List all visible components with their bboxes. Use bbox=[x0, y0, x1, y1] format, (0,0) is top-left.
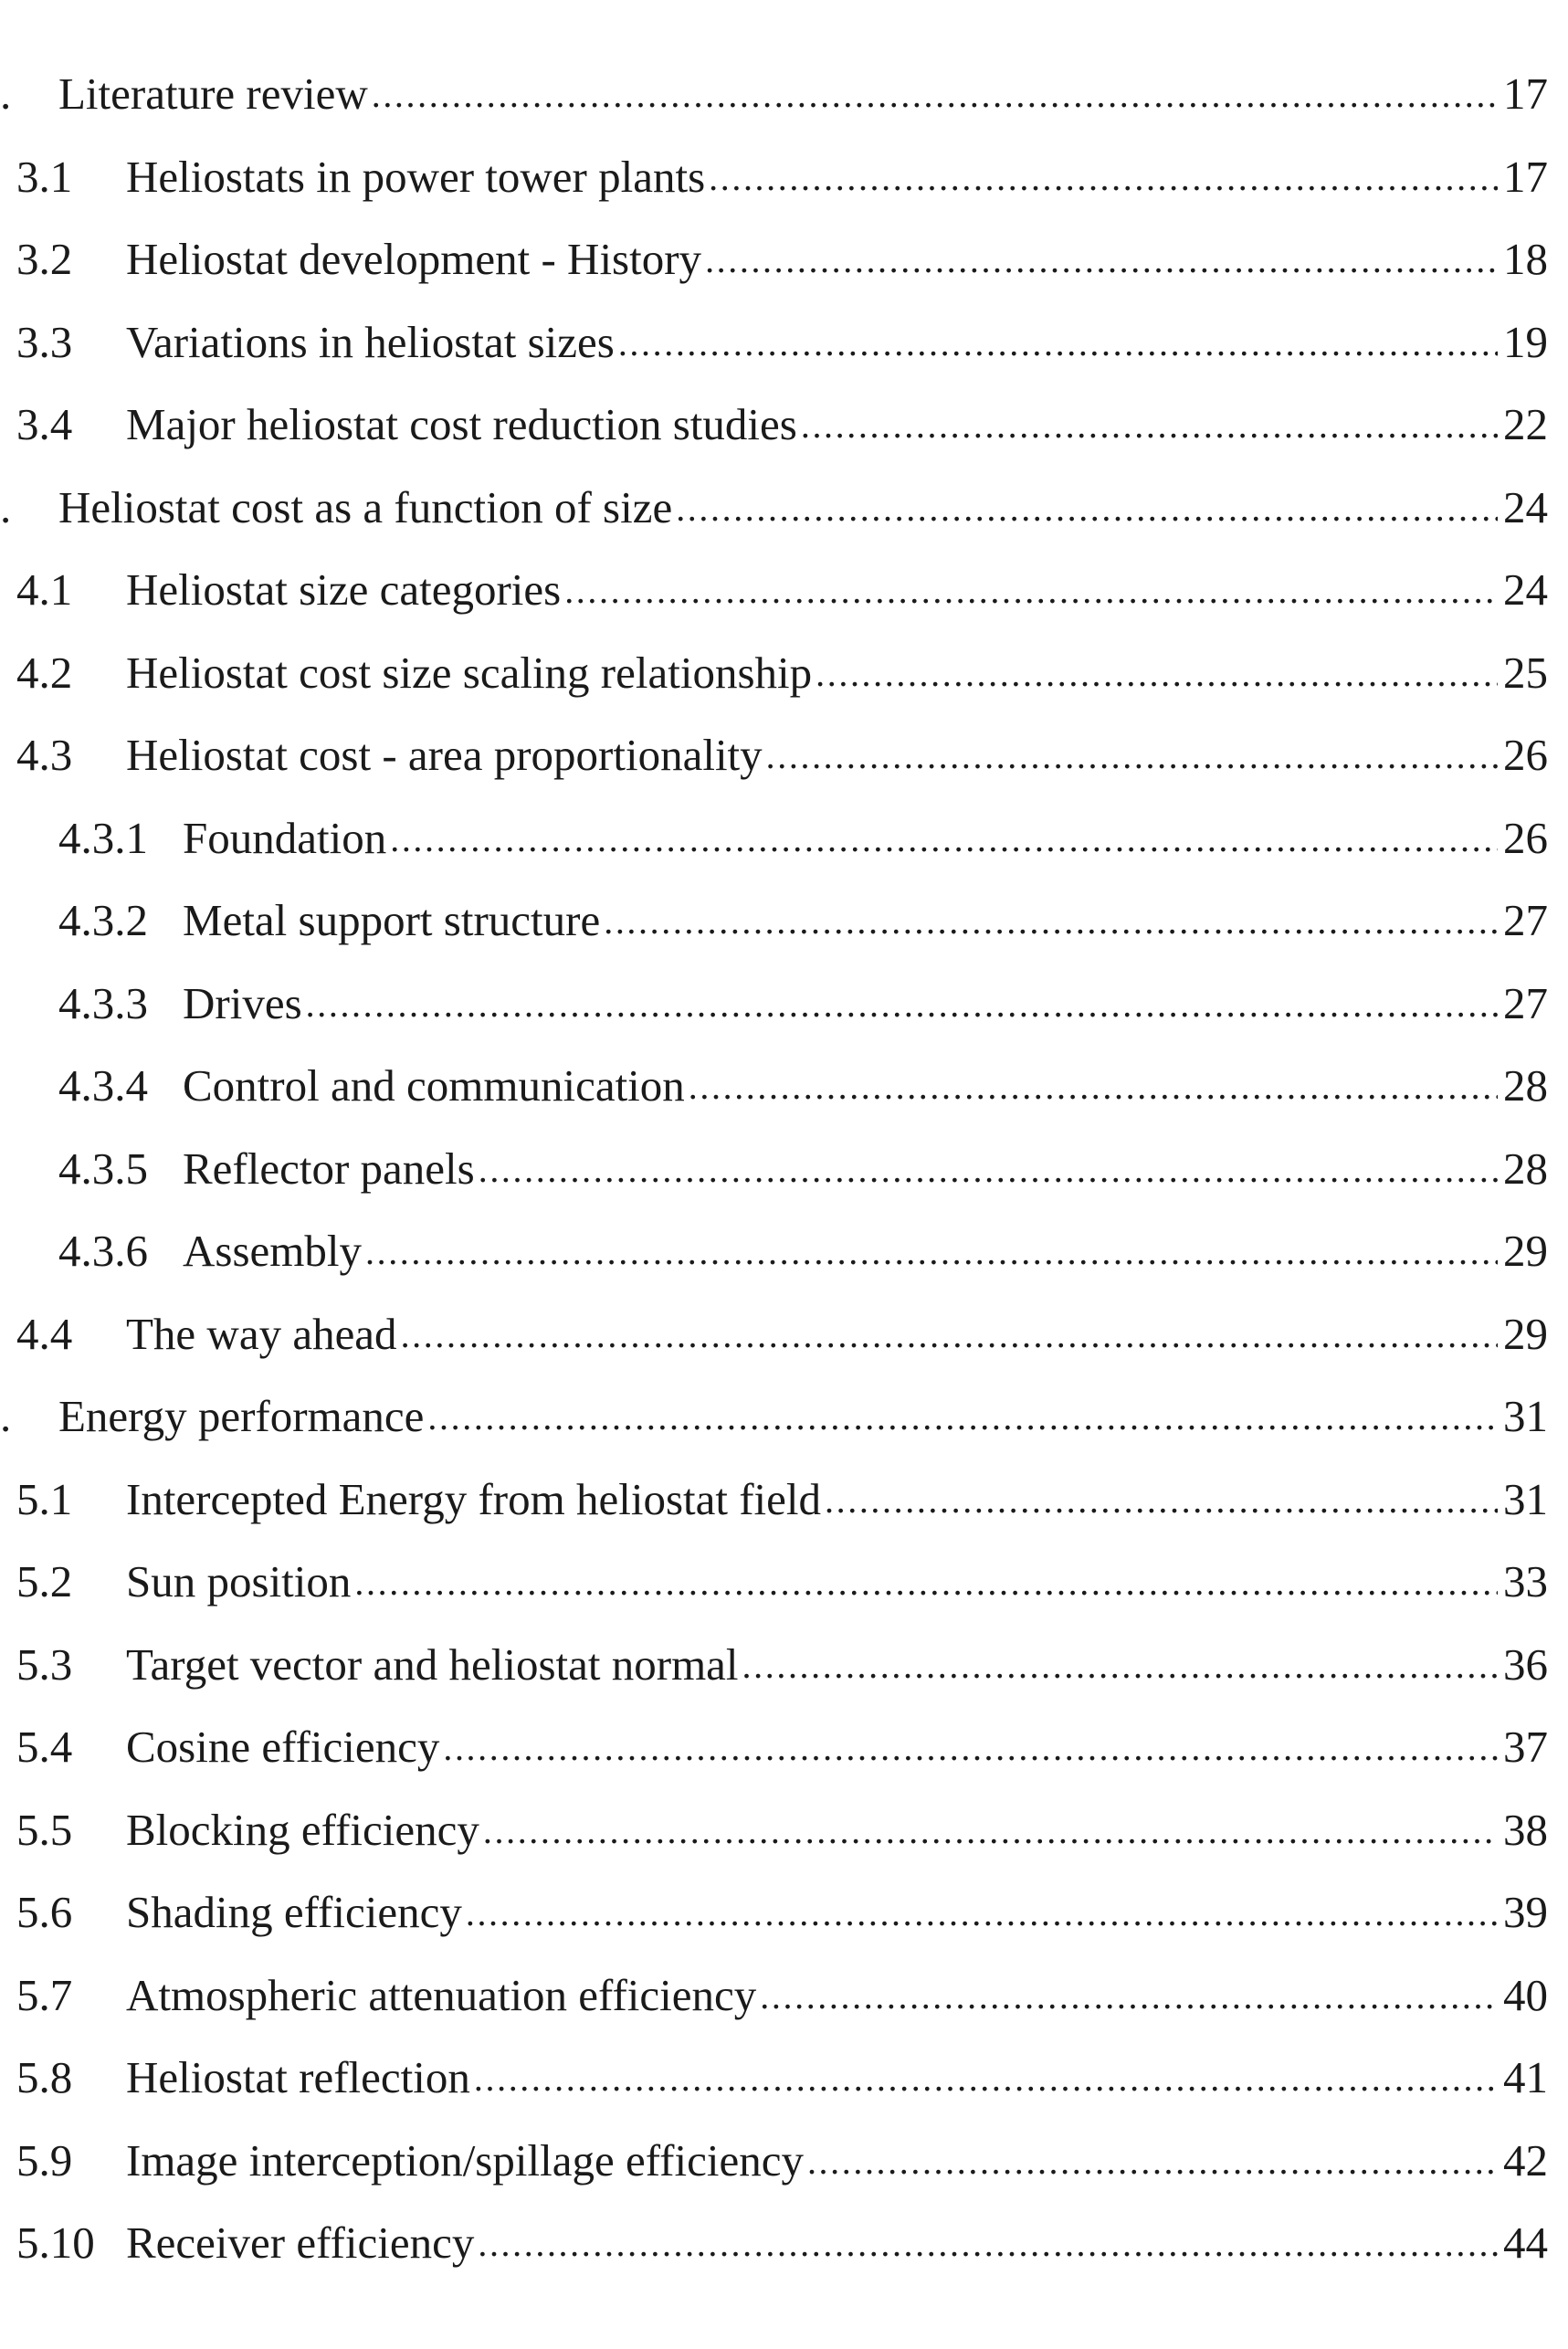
toc-title: Cosine efficiency bbox=[126, 1722, 440, 1772]
toc-entry[interactable] bbox=[0, 1060, 1548, 1146]
toc-entry[interactable] bbox=[0, 1969, 1548, 2056]
toc-leader bbox=[801, 400, 1498, 445]
toc-entry[interactable] bbox=[0, 732, 1548, 816]
toc-leader bbox=[354, 1557, 1498, 1602]
toc-entry[interactable] bbox=[0, 316, 1548, 403]
toc-page: 33 bbox=[1503, 1556, 1548, 1606]
toc-entry[interactable] bbox=[0, 1473, 1548, 1560]
toc-entry[interactable] bbox=[0, 1228, 1548, 1311]
toc-leader bbox=[390, 814, 1498, 858]
toc-number: . bbox=[0, 1391, 12, 1441]
toc-leader bbox=[816, 648, 1498, 693]
toc-title: Major heliostat cost reduction studies bbox=[126, 399, 797, 449]
toc-number: 5.8 bbox=[16, 2052, 73, 2102]
table-of-contents bbox=[0, 68, 1548, 2303]
toc-page: 42 bbox=[1503, 2134, 1548, 2186]
toc-leader bbox=[742, 1640, 1498, 1685]
toc-page: 31 bbox=[1503, 1473, 1548, 1524]
toc-leader bbox=[766, 731, 1498, 775]
toc-number: 4.1 bbox=[16, 564, 73, 615]
toc-page: 17 bbox=[1503, 68, 1548, 119]
toc-entry[interactable] bbox=[0, 151, 1548, 237]
toc-page: 27 bbox=[1503, 977, 1548, 1028]
toc-page: 25 bbox=[1503, 647, 1548, 698]
toc-page: 26 bbox=[1503, 730, 1548, 780]
toc-number: 4.2 bbox=[16, 647, 73, 698]
toc-title: Target vector and heliostat normal bbox=[126, 1638, 739, 1690]
toc-entry[interactable] bbox=[0, 1391, 1548, 1477]
toc-title: The way ahead bbox=[126, 1308, 397, 1359]
toc-title: Sun position bbox=[126, 1556, 352, 1606]
toc-leader bbox=[760, 1971, 1498, 2016]
toc-leader bbox=[443, 1722, 1498, 1767]
toc-page: 26 bbox=[1503, 812, 1548, 863]
toc-leader bbox=[479, 1144, 1498, 1189]
toc-page: 31 bbox=[1503, 1391, 1548, 1441]
toc-number: 3.2 bbox=[16, 234, 73, 284]
toc-leader bbox=[689, 1061, 1498, 1106]
toc-entry[interactable] bbox=[0, 812, 1548, 899]
toc-title: Assembly bbox=[183, 1226, 362, 1276]
toc-number: 5.2 bbox=[16, 1556, 73, 1606]
toc-page: 37 bbox=[1503, 1722, 1548, 1772]
toc-page: 17 bbox=[1503, 151, 1548, 202]
toc-number: 4.3 bbox=[16, 730, 73, 780]
toc-title: Heliostat reflection bbox=[126, 2052, 470, 2102]
toc-entry[interactable] bbox=[0, 1556, 1548, 1642]
toc-title: Heliostat cost as a function of size bbox=[58, 481, 673, 532]
toc-number: 3.4 bbox=[16, 399, 73, 449]
toc-leader bbox=[604, 896, 1498, 941]
toc-title: Control and communication bbox=[183, 1060, 685, 1111]
toc-number: . bbox=[0, 68, 12, 119]
toc-leader bbox=[466, 1888, 1498, 1933]
toc-leader bbox=[807, 2136, 1498, 2181]
toc-page: 18 bbox=[1503, 234, 1548, 284]
toc-number: 4.3.4 bbox=[58, 1060, 148, 1111]
toc-title: Reflector panels bbox=[183, 1143, 475, 1194]
toc-title: Heliostats in power tower plants bbox=[126, 151, 706, 202]
toc-number: 5.9 bbox=[16, 2134, 73, 2186]
toc-title: Shading efficiency bbox=[126, 1887, 462, 1937]
toc-number: 5.1 bbox=[16, 1473, 73, 1524]
toc-title: Heliostat size categories bbox=[126, 564, 562, 615]
toc-number: 4.3.6 bbox=[58, 1226, 148, 1276]
toc-leader bbox=[705, 235, 1498, 279]
toc-page: 24 bbox=[1503, 481, 1548, 532]
toc-title: Receiver efficiency bbox=[126, 2217, 475, 2268]
toc-leader bbox=[618, 318, 1498, 363]
toc-page: 28 bbox=[1503, 1060, 1548, 1111]
toc-entry[interactable] bbox=[0, 2052, 1548, 2138]
toc-leader bbox=[427, 1392, 1498, 1437]
toc-entry[interactable] bbox=[0, 1143, 1548, 1229]
toc-title: Heliostat cost - area proportionality bbox=[126, 730, 763, 780]
toc-number: 5.7 bbox=[16, 1969, 73, 2020]
toc-page: 36 bbox=[1503, 1638, 1548, 1690]
toc-page: 38 bbox=[1503, 1804, 1548, 1855]
toc-number: 4.4 bbox=[16, 1308, 73, 1359]
toc-number: 4.3.5 bbox=[58, 1143, 148, 1194]
toc-entry[interactable] bbox=[0, 1308, 1548, 1395]
toc-entry[interactable] bbox=[0, 2217, 1548, 2303]
toc-leader bbox=[478, 2218, 1498, 2263]
toc-entry[interactable] bbox=[0, 234, 1548, 320]
toc-page: 40 bbox=[1503, 1969, 1548, 2020]
toc-number: 5.10 bbox=[16, 2217, 95, 2268]
toc-number: 3.1 bbox=[16, 151, 73, 202]
toc-title: Blocking efficiency bbox=[126, 1804, 479, 1855]
toc-entry[interactable] bbox=[0, 68, 1548, 154]
toc-title: Drives bbox=[183, 977, 302, 1028]
toc-number: 4.3.1 bbox=[58, 812, 148, 863]
toc-leader bbox=[474, 2053, 1498, 2098]
toc-title: Metal support structure bbox=[183, 895, 601, 945]
toc-page: 27 bbox=[1503, 895, 1548, 945]
toc-number: 4.3.2 bbox=[58, 895, 148, 945]
toc-leader bbox=[306, 979, 1498, 1024]
toc-number: 4.3.3 bbox=[58, 977, 148, 1028]
toc-page: 41 bbox=[1503, 2052, 1548, 2102]
toc-entry[interactable] bbox=[0, 1724, 1548, 1807]
toc-entry[interactable] bbox=[0, 564, 1548, 650]
toc-number: 5.3 bbox=[16, 1638, 73, 1690]
toc-page: 29 bbox=[1503, 1308, 1548, 1359]
toc-entry[interactable] bbox=[0, 399, 1548, 485]
toc-page: 28 bbox=[1503, 1143, 1548, 1194]
toc-entry[interactable] bbox=[0, 647, 1548, 733]
toc-title: Atmospheric attenuation efficiency bbox=[126, 1969, 757, 2020]
toc-leader bbox=[709, 153, 1498, 197]
toc-title: Heliostat development - History bbox=[126, 234, 702, 284]
toc-page: 22 bbox=[1503, 399, 1548, 449]
toc-leader bbox=[365, 1227, 1498, 1271]
toc-title: Foundation bbox=[183, 812, 387, 863]
toc-title: Energy performance bbox=[58, 1391, 425, 1441]
toc-leader bbox=[564, 565, 1498, 610]
toc-leader bbox=[676, 483, 1498, 528]
toc-number: 3.3 bbox=[16, 316, 73, 367]
toc-number: 5.6 bbox=[16, 1887, 73, 1937]
toc-title: Heliostat cost size scaling relationship bbox=[126, 647, 813, 698]
toc-title: Image interception/spillage efficiency bbox=[126, 2134, 804, 2186]
toc-title: Literature review bbox=[58, 68, 368, 119]
toc-page: 19 bbox=[1503, 316, 1548, 367]
toc-page: 44 bbox=[1503, 2217, 1548, 2268]
toc-leader bbox=[483, 1806, 1498, 1850]
toc-entry[interactable] bbox=[0, 1887, 1548, 1973]
toc-entry[interactable] bbox=[0, 895, 1548, 981]
toc-entry[interactable] bbox=[0, 2134, 1548, 2221]
toc-page: 39 bbox=[1503, 1887, 1548, 1937]
toc-number: 5.4 bbox=[16, 1722, 73, 1772]
toc-title: Intercepted Energy from heliostat field bbox=[126, 1473, 822, 1524]
toc-entry[interactable] bbox=[0, 977, 1548, 1064]
toc-title: Variations in heliostat sizes bbox=[126, 316, 615, 367]
toc-number: . bbox=[0, 481, 12, 532]
toc-entry[interactable] bbox=[0, 1804, 1548, 1891]
toc-page: 29 bbox=[1503, 1226, 1548, 1276]
toc-leader bbox=[401, 1310, 1498, 1354]
toc-page: 24 bbox=[1503, 564, 1548, 615]
toc-entry[interactable] bbox=[0, 1638, 1548, 1725]
toc-number: 5.5 bbox=[16, 1804, 73, 1855]
toc-leader bbox=[825, 1475, 1498, 1520]
toc-leader bbox=[372, 69, 1498, 114]
toc-entry[interactable] bbox=[0, 481, 1548, 568]
